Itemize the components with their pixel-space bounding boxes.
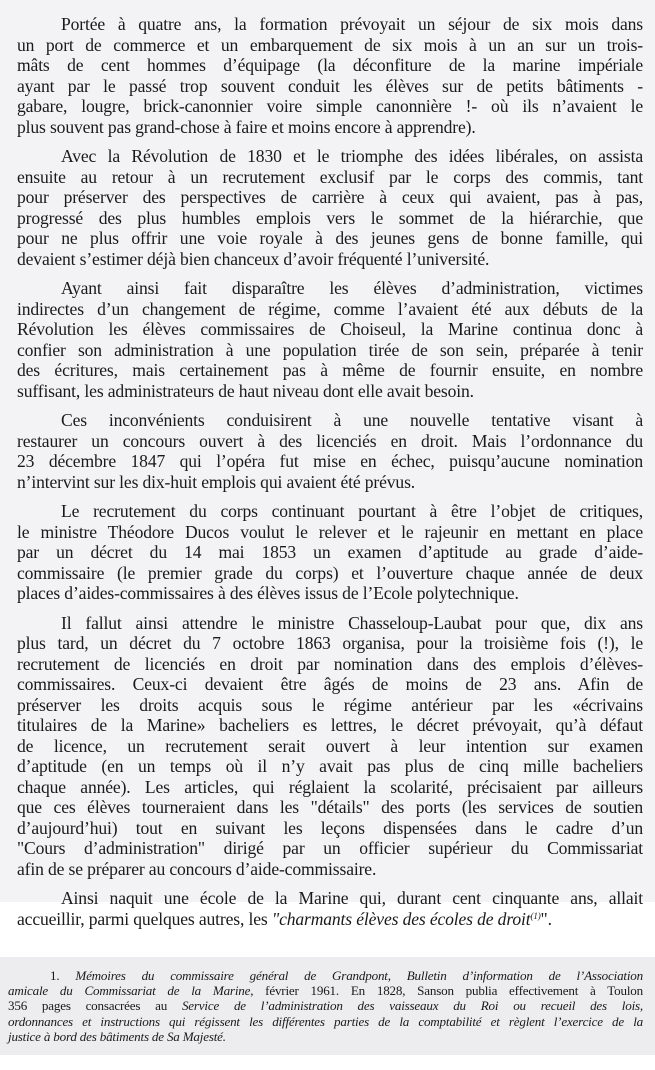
footnote-block bbox=[0, 957, 655, 1055]
text-line: le ministre Théodore Ducos voulut le relever et le rajeunir en mettant en place bbox=[17, 521, 643, 542]
footnote-line bbox=[8, 998, 643, 1013]
footnote-italic-run: Service de l’administration des vaisseaux du Roi ou recueil des lois, bbox=[181, 998, 643, 1014]
text-line: Portée à quatre ans, la formation prévoyait un séjour de six mois dans bbox=[61, 14, 643, 34]
paragraph-7 bbox=[17, 888, 643, 929]
text-line: des écritures, mais certainement pas à même de fournir ensuite, en nombre bbox=[17, 360, 643, 380]
text-line: Il fallut ainsi attendre le ministre Chasseloup-Laubat pour que, dix ans bbox=[61, 612, 643, 633]
text-line: indirectes d’un changement de régime, comme l’avaient été aux débuts de la bbox=[17, 298, 643, 319]
paragraph-6 bbox=[17, 613, 643, 880]
text-line: suffisant, les administrateurs de haut niveau dont elle avait besoin. bbox=[17, 380, 474, 401]
text-line: ensuite au retour à un recrutement exclusif par le corps des commis, tant bbox=[17, 166, 643, 187]
footnote-number: 1. bbox=[50, 968, 60, 983]
text-line: pour préserver des perspectives de carrière à ceux qui avaient, pas à pas, bbox=[17, 187, 643, 207]
text-line: d’aptitude (en un temps où il n’y avait pas plus de cinq mille bacheliers bbox=[17, 756, 643, 776]
text-line: afin de se préparer au concours d’aide-commissaire. bbox=[17, 858, 377, 879]
text-line: devaient s’estimer déjà bien chanceux d’avoir fréquenté l’université. bbox=[17, 248, 490, 269]
text-line: ayant par le passé trop souvent conduit les élèves sur de petits bâtiments - bbox=[17, 75, 643, 96]
footnote-reference[interactable]: (1) bbox=[530, 910, 541, 921]
text-line: pour ne plus offrir une voie royale à des jeunes gens de bonne famille, qui bbox=[17, 228, 643, 248]
text-line: Ayant ainsi fait disparaître les élèves d’administration, victimes bbox=[61, 278, 643, 298]
text-line: de licence, un recrutement serait ouvert à leur intention sur examen bbox=[17, 735, 643, 756]
text-line: restaurer un concours ouvert à des licenciés en droit. Mais l’ordonnance du bbox=[17, 430, 643, 451]
footnote-italic-run: Mémoires du commissaire général de Grandpont, Bulletin d’information de l’Association bbox=[75, 968, 643, 983]
footnote-text-run: 356 pages consacrées au bbox=[8, 998, 182, 1014]
footnote-text-run: , février 1961. En 1828, Sanson publia effectivement à Toulon bbox=[250, 983, 643, 999]
text-line: plus souvent pas grand-chose à faire et moins encore à apprendre). bbox=[17, 116, 476, 137]
text-line: mâts de cent hommes d’équipage (la déconfiture de la marine impériale bbox=[17, 55, 643, 75]
paragraph-2 bbox=[17, 146, 643, 269]
text-line: confier son administration à une population tirée de son sein, préparée à tenir bbox=[17, 339, 643, 360]
text-line: titulaires de la Marine» bacheliers es lettres, le décret prévoyait, qu’à défaut bbox=[17, 715, 643, 735]
text-line: par un décret du 14 mai 1853 un examen d’aptitude au grade d’aide- bbox=[17, 542, 643, 562]
paragraph-4 bbox=[17, 410, 643, 492]
text-line: que ces élèves tourneraient dans les "détails" des ports (les services de soutien bbox=[17, 797, 643, 817]
paragraph-3 bbox=[17, 278, 643, 401]
text-line: commissaires. Ceux-ci devaient être âgés de moins de 23 ans. Afin de bbox=[17, 674, 643, 694]
paragraph-5 bbox=[17, 501, 643, 604]
text-line: recrutement de licenciés en droit par nomination dans des emplois d’élèves- bbox=[17, 653, 643, 674]
text-line: d’aujourd’hui) tout en suivant les leçons dispensées dans le cadre d’un bbox=[17, 817, 643, 838]
footnote-line: justice à bord des bâtiments de Sa Majesté. bbox=[8, 1028, 226, 1044]
text-line: 23 décembre 1847 qui l’opéra fut mise en échec, puisqu’aucune nomination bbox=[17, 451, 643, 471]
text-line: un port de commerce et un embarquement de six mois à un an sur un trois- bbox=[17, 34, 643, 55]
text-line: commissaire (le premier grade du corps) et l’ouverture chaque année de deux bbox=[17, 562, 643, 583]
text-line: Ainsi naquit une école de la Marine qui, durant cent cinquante ans, allait bbox=[61, 888, 643, 908]
footnote-line: ordonnances et instructions qui régissent les différentes parties de la comptabilité et règlent l’exercice de la bbox=[8, 1013, 643, 1029]
open-quote: " bbox=[271, 908, 280, 929]
text-line: n’intervint sur les dix-huit emplois qui avaient été prévus. bbox=[17, 471, 416, 492]
text-line: progressé des plus humbles emplois vers le sommet de la hiérarchie, que bbox=[17, 207, 643, 228]
body-text bbox=[17, 14, 643, 938]
footnote-line bbox=[8, 968, 643, 983]
text-line: plus tard, un décret du 7 octobre 1863 organisa, pour la troisième fois (!), le bbox=[17, 633, 643, 653]
text-line: "Cours d’administration" dirigé par un officier supérieur du Commissariat bbox=[17, 838, 643, 858]
text-line: chaque année). Les articles, qui réglaient la scolarité, précisaient par ailleurs bbox=[17, 776, 643, 797]
footnote-1 bbox=[8, 968, 643, 1044]
text-line: gabare, lougre, brick-canonnier voire simple canonnière !- où ils n’avaient le bbox=[17, 96, 643, 116]
text-line bbox=[17, 909, 643, 930]
text-line: places d’aides-commissaires à des élèves issus de l’Ecole polytechnique. bbox=[17, 583, 519, 603]
text-line: Ces inconvénients conduisirent à une nouvelle tentative visant à bbox=[61, 410, 643, 430]
footnote-italic-run: amicale du Commissariat de la Marine bbox=[8, 983, 251, 999]
text-line: Révolution les élèves commissaires de Choiseul, la Marine continua donc à bbox=[17, 319, 643, 339]
text-line: préserver les droits acquis sous le régime antérieur par les «écrivains bbox=[17, 694, 643, 715]
text-line: Avec la Révolution de 1830 et le triomphe des idées libérales, on assista bbox=[61, 146, 643, 166]
text-run: ". bbox=[540, 908, 552, 929]
text-line: Le recrutement du corps continuant pourtant à être l’objet de critiques, bbox=[61, 501, 643, 521]
text-run: accueillir, parmi quelques autres, les bbox=[17, 908, 272, 929]
footnote-line bbox=[8, 983, 643, 998]
paragraph-1 bbox=[17, 14, 643, 137]
italic-quotation: charmants élèves des écoles de droit bbox=[279, 908, 531, 929]
